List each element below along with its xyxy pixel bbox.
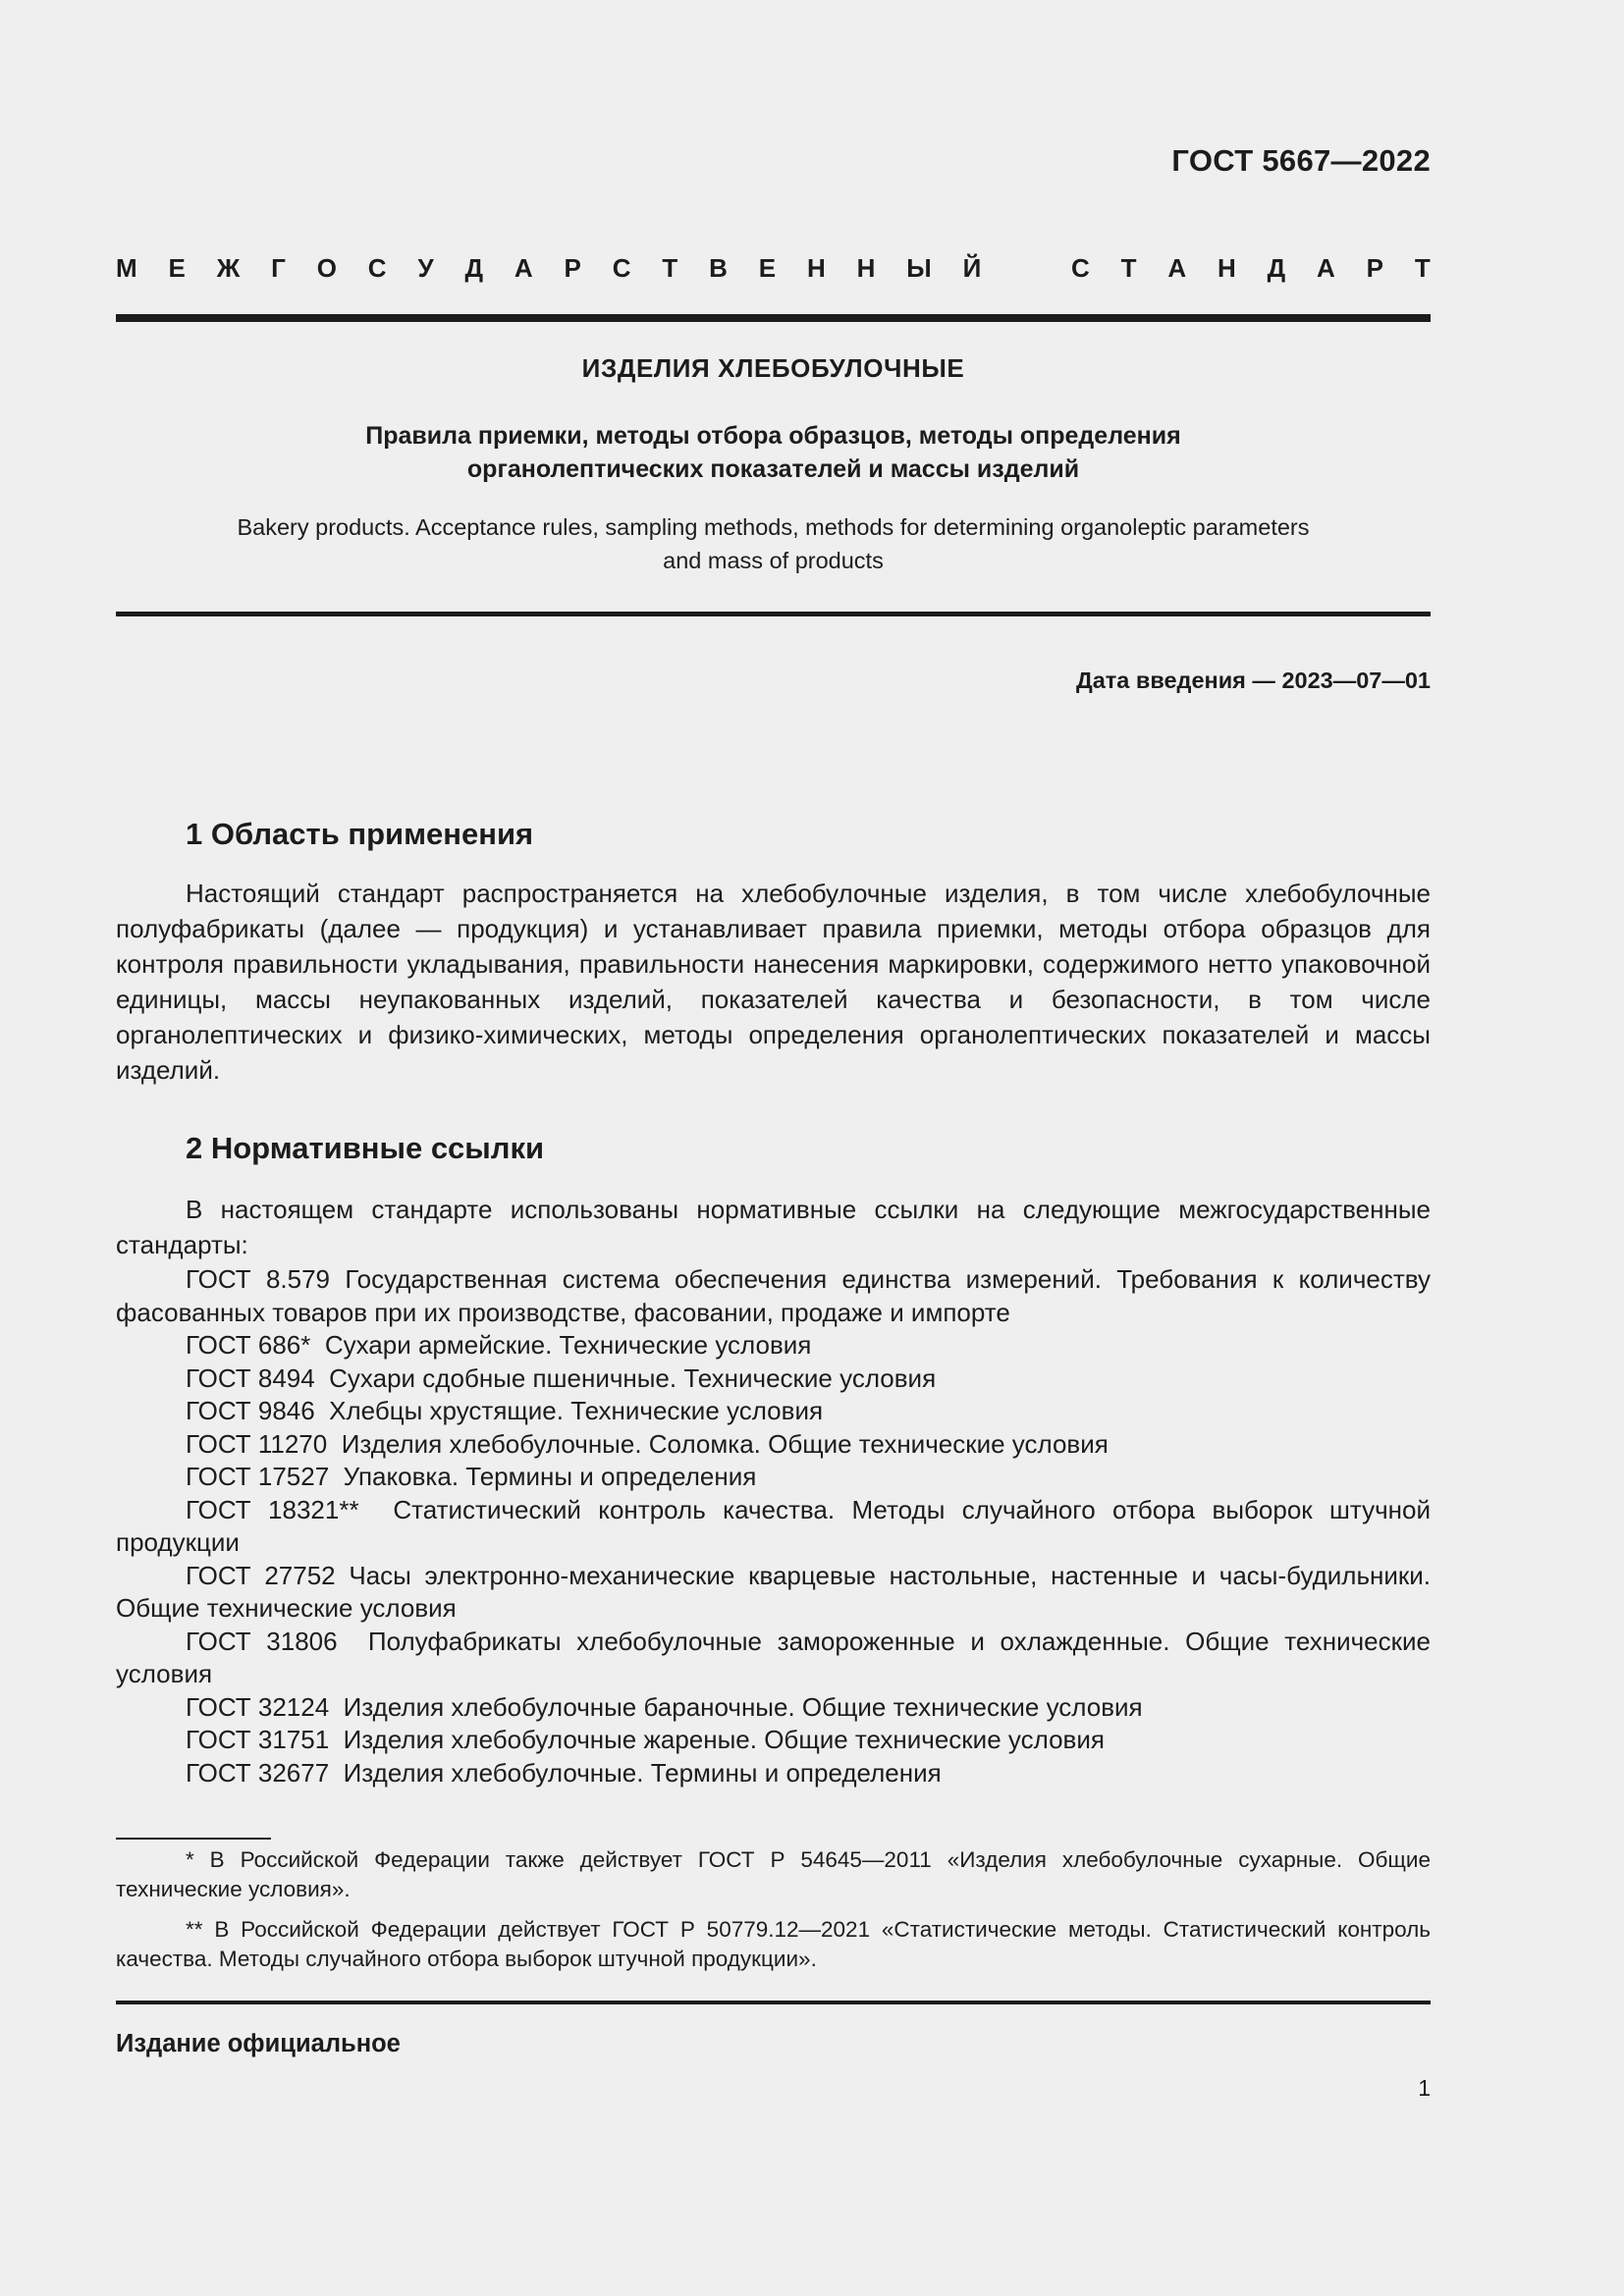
- banner-letter: Р: [1366, 252, 1384, 283]
- section-1-heading: 1 Область применения: [186, 817, 534, 851]
- banner-letter: Г: [271, 252, 286, 283]
- banner-letter: С: [1070, 252, 1090, 283]
- section-2-intro: В настоящем стандарте использованы нормативные ссылки на следующие межгосударственные стандарты:: [116, 1195, 1431, 1259]
- reference-title: Хлебцы хрустящие. Технические условия: [329, 1396, 824, 1425]
- normative-reference: [116, 1263, 1431, 1329]
- reference-code: ГОСТ 8.579: [186, 1264, 346, 1294]
- normative-reference: [116, 1560, 1431, 1626]
- banner-letter: Н: [856, 252, 876, 283]
- banner-letter: Ы: [906, 252, 932, 283]
- reference-title: Сухари армейские. Технические условия: [324, 1330, 812, 1360]
- reference-code: ГОСТ 686*: [186, 1330, 325, 1360]
- banner-letter: Н: [806, 252, 826, 283]
- normative-reference: [116, 1362, 1431, 1396]
- normative-reference: [116, 1757, 1431, 1790]
- banner-letter: С: [612, 252, 631, 283]
- reference-title: Изделия хлебобулочные. Термины и определения: [343, 1757, 942, 1788]
- banner-letter: С: [367, 252, 387, 283]
- normative-reference: [116, 1428, 1431, 1462]
- reference-title: Государственная система обеспечения единства измерений. Требования к количеству фасованных товаров при их производстве, фасовании, продаже и импорте: [116, 1264, 1431, 1327]
- banner-letter: О: [316, 252, 337, 283]
- reference-code: ГОСТ 31751: [186, 1725, 344, 1754]
- english-title-line-1: Bakery products. Acceptance rules, sampling methods, methods for determining organoleptic parameters: [237, 514, 1310, 540]
- reference-code: ГОСТ 32677: [186, 1757, 344, 1788]
- footnote-divider: [116, 1838, 271, 1840]
- reference-title: Упаковка. Термины и определения: [343, 1462, 757, 1491]
- document-number: ГОСТ 5667—2022: [1171, 143, 1431, 178]
- document-title: ИЗДЕЛИЯ ХЛЕБОБУЛОЧНЫЕ: [581, 353, 965, 383]
- reference-code: ГОСТ 32124: [186, 1691, 344, 1722]
- reference-code: ГОСТ 27752: [186, 1560, 350, 1590]
- banner-letter: Ж: [216, 252, 241, 283]
- banner-letter: Т: [1414, 252, 1431, 283]
- page-number: 1: [1418, 2075, 1431, 2101]
- reference-code: ГОСТ 18321**: [186, 1494, 394, 1524]
- reference-title: Сухари сдобные пшеничные. Технические условия: [329, 1362, 937, 1393]
- banner-letter: Й: [962, 252, 982, 283]
- official-edition-label: Издание официальное: [116, 2030, 401, 2057]
- section-2-heading: 2 Нормативные ссылки: [186, 1131, 545, 1165]
- banner-letter: Т: [662, 252, 678, 283]
- section-1-paragraph: Настоящий стандарт распространяется на хлебобулочные изделия, в том числе хлебобулочные полуфабрикаты (далее — продукция) и устанавливает правила приемки, методы отбора образцов для контроля правильности укладывания, правильности нанесения маркировки, содержимого нетто упаковочной единицы, массы неупакованных изделий, показателей качества и безопасности, в том числе органолептических и физико-химических, методы определения органолептических показателей и массы изделий.: [116, 879, 1431, 1085]
- reference-code: ГОСТ 11270: [186, 1428, 342, 1459]
- normative-reference: [116, 1329, 1431, 1362]
- banner-letter: А: [514, 252, 533, 283]
- footer-divider: [116, 2001, 1431, 2004]
- subtitle-line-2: органолептических показателей и массы изделий: [466, 455, 1080, 483]
- document-page: [116, 0, 1431, 2296]
- reference-title: Статистический контроль качества. Методы случайного отбора выборок штучной продукции: [116, 1494, 1431, 1557]
- reference-code: ГОСТ 9846: [186, 1396, 330, 1425]
- banner-letter: Н: [1218, 252, 1236, 283]
- english-title: [116, 510, 1431, 577]
- banner-letter: Д: [464, 252, 484, 283]
- english-title-line-2: and mass of products: [663, 548, 884, 573]
- normative-reference: [116, 1691, 1431, 1725]
- reference-title: Изделия хлебобулочные. Соломка. Общие технические условия: [341, 1428, 1109, 1459]
- banner-letter: Е: [758, 252, 777, 283]
- normative-reference: [116, 1461, 1431, 1494]
- footnote-2: ** В Российской Федерации действует ГОСТ Р 50779.12—2021 «Статистические методы. Статистический контроль качества. Методы случайного отбора выборок штучной продукции».: [116, 1917, 1431, 1971]
- banner-letter: Р: [564, 252, 581, 283]
- banner-letter: Д: [1267, 252, 1286, 283]
- reference-code: ГОСТ 8494: [186, 1362, 330, 1393]
- banner-letter: А: [1317, 252, 1335, 283]
- header-divider-thick: [116, 314, 1431, 322]
- normative-references-list: [116, 1263, 1431, 1789]
- document-subtitle: [116, 419, 1431, 486]
- reference-code: ГОСТ 31806: [186, 1626, 368, 1656]
- banner-letter: В: [709, 252, 728, 283]
- reference-title: Часы электронно-механические кварцевые настольные, настенные и часы-будильники. Общие технические условия: [116, 1560, 1432, 1623]
- normative-reference: [116, 1626, 1431, 1691]
- banner-letter: Т: [1120, 252, 1137, 283]
- normative-reference: [116, 1494, 1431, 1560]
- reference-title: Изделия хлебобулочные бараночные. Общие технические условия: [343, 1691, 1143, 1722]
- reference-code: ГОСТ 17527: [186, 1462, 344, 1491]
- banner-letter: М: [116, 252, 137, 283]
- reference-title: Полуфабрикаты хлебобулочные замороженные и охлажденные. Общие технические условия: [116, 1626, 1431, 1688]
- banner-letter: А: [1167, 252, 1187, 283]
- reference-title: Изделия хлебобулочные жареные. Общие технические условия: [343, 1725, 1105, 1754]
- banner-letter: Е: [168, 252, 186, 283]
- banner-letter: У: [417, 252, 434, 283]
- normative-reference: [116, 1724, 1431, 1757]
- subtitle-line-1: Правила приемки, методы отбора образцов, методы определения: [365, 422, 1181, 450]
- normative-reference: [116, 1395, 1431, 1428]
- footnote-1: * В Российской Федерации также действует ГОСТ Р 54645—2011 «Изделия хлебобулочные сухарные. Общие технические условия».: [116, 1847, 1431, 1901]
- title-divider: [116, 612, 1431, 616]
- interstate-standard-banner: [116, 251, 1431, 285]
- introduction-date: Дата введения — 2023—07—01: [1075, 667, 1431, 693]
